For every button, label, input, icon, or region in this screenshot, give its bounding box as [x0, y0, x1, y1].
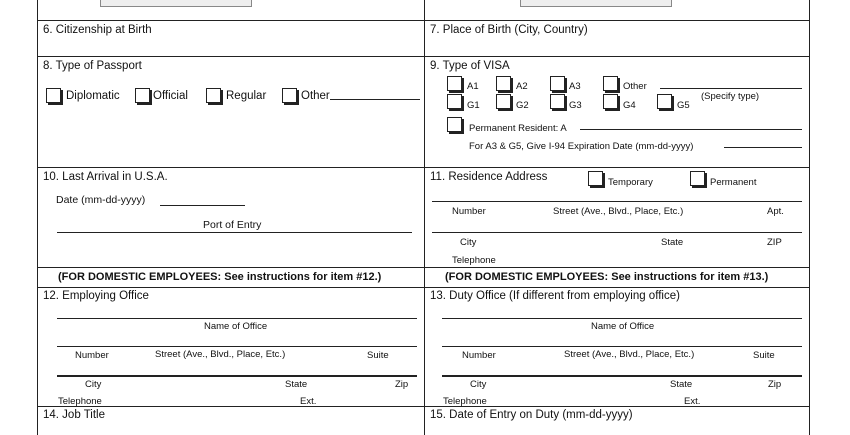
employing-office-label: 12. Employing Office [43, 290, 149, 302]
row-divider-headers [37, 287, 810, 288]
permanent-residence-checkbox[interactable] [690, 171, 705, 186]
left-border [37, 0, 38, 435]
employing-office-zip-label: Zip [395, 379, 409, 390]
row-divider-top [37, 20, 810, 21]
right-border [809, 0, 810, 435]
residence-zip-label: ZIP [767, 237, 782, 248]
visa-a1-checkbox[interactable] [447, 76, 462, 91]
residence-telephone-label: Telephone [452, 255, 496, 266]
diplomatic-checkbox[interactable] [46, 88, 61, 103]
duty-office-telephone-label: Telephone [443, 396, 487, 407]
row-divider-10 [37, 267, 810, 268]
arrival-date-field[interactable] [160, 205, 245, 206]
arrival-date-label: Date (mm-dd-yyyy) [56, 194, 146, 206]
visa-g1-checkbox[interactable] [447, 94, 462, 109]
row-divider-8 [37, 167, 810, 168]
visa-g2-checkbox[interactable] [496, 94, 511, 109]
top-left-field-fill [100, 0, 252, 7]
duty-office-label: 13. Duty Office (If different from employing office) [430, 290, 680, 302]
duty-office-number-label: Number [462, 350, 496, 361]
employing-office-telephone-label: Telephone [58, 396, 102, 407]
visa-g1-label: G1 [467, 100, 480, 111]
visa-g5-checkbox[interactable] [657, 94, 672, 109]
regular-checkbox[interactable] [206, 88, 221, 103]
regular-label: Regular [226, 90, 267, 102]
other-passport-label: Other [301, 90, 330, 102]
duty-office-street-label: Street (Ave., Blvd., Place, Etc.) [564, 349, 695, 360]
employing-office-ext-label: Ext. [300, 396, 317, 407]
official-label: Official [153, 90, 188, 102]
visa-g4-checkbox[interactable] [603, 94, 618, 109]
employing-office-city-label: City [85, 379, 102, 390]
residence-apt-label: Apt. [767, 206, 784, 217]
residence-state-label: State [661, 237, 684, 248]
residence-street-label: Street (Ave., Blvd., Place, Etc.) [553, 206, 684, 217]
employing-office-street-field[interactable] [57, 346, 417, 347]
domestic-employees-header-13: (FOR DOMESTIC EMPLOYEES: See instructions for item #13.) [445, 271, 769, 283]
top-right-field-fill [520, 0, 672, 7]
visa-a2-checkbox[interactable] [496, 76, 511, 91]
port-of-entry-field[interactable] [57, 232, 412, 233]
duty-office-name-label: Name of Office [591, 321, 655, 332]
employing-office-name-field[interactable] [57, 318, 417, 319]
visa-a2-label: A2 [516, 81, 528, 92]
duty-office-suite-label: Suite [753, 350, 775, 361]
employing-office-name-label: Name of Office [204, 321, 268, 332]
port-of-entry-label: Port of Entry [203, 219, 262, 231]
passport-type-label: 8. Type of Passport [43, 60, 142, 72]
visa-g4-label: G4 [623, 100, 636, 111]
visa-specify-note: (Specify type) [701, 91, 760, 102]
last-arrival-label: 10. Last Arrival in U.S.A. [43, 171, 168, 183]
residence-line-2[interactable] [432, 232, 802, 233]
job-title-label: 14. Job Title [43, 409, 106, 421]
visa-g5-label: G5 [677, 100, 690, 111]
residence-address-label: 11. Residence Address [430, 171, 548, 183]
visa-other-checkbox[interactable] [603, 76, 618, 91]
employing-office-suite-label: Suite [367, 350, 389, 361]
entry-on-duty-label: 15. Date of Entry on Duty (mm-dd-yyyy) [430, 409, 633, 421]
permanent-resident-checkbox[interactable] [447, 117, 462, 132]
visa-other-field[interactable] [660, 88, 802, 89]
duty-office-state-label: State [670, 379, 693, 390]
i94-expiration-note: For A3 & G5, Give I-94 Expiration Date (mm-dd-yyyy) [469, 141, 694, 152]
employing-office-street-label: Street (Ave., Blvd., Place, Etc.) [155, 349, 286, 360]
permanent-residence-label: Permanent [710, 177, 757, 188]
temporary-residence-label: Temporary [608, 177, 653, 188]
visa-g3-label: G3 [569, 100, 582, 111]
permanent-resident-label: Permanent Resident: A [469, 123, 567, 134]
visa-a3-checkbox[interactable] [550, 76, 565, 91]
residence-line-1[interactable] [432, 201, 802, 202]
duty-office-name-field[interactable] [442, 318, 802, 319]
residence-city-label: City [460, 237, 477, 248]
permanent-resident-field[interactable] [580, 129, 802, 130]
employing-office-state-label: State [285, 379, 308, 390]
other-passport-field[interactable] [330, 99, 420, 100]
employing-office-city-field[interactable] [57, 375, 417, 377]
visa-g3-checkbox[interactable] [550, 94, 565, 109]
center-divider [424, 0, 425, 435]
domestic-employees-header-12: (FOR DOMESTIC EMPLOYEES: See instructions for item #12.) [58, 271, 382, 283]
duty-office-city-field[interactable] [442, 375, 802, 377]
i94-expiration-field[interactable] [724, 147, 802, 148]
duty-office-city-label: City [470, 379, 487, 390]
duty-office-zip-label: Zip [768, 379, 782, 390]
visa-a3-label: A3 [569, 81, 581, 92]
other-passport-checkbox[interactable] [282, 88, 297, 103]
official-checkbox[interactable] [135, 88, 150, 103]
citizenship-label: 6. Citizenship at Birth [43, 24, 152, 36]
duty-office-street-field[interactable] [442, 346, 802, 347]
visa-a1-label: A1 [467, 81, 479, 92]
diplomatic-label: Diplomatic [66, 90, 120, 102]
visa-other-label: Other [623, 81, 647, 92]
employing-office-number-label: Number [75, 350, 109, 361]
place-of-birth-label: 7. Place of Birth (City, Country) [430, 24, 588, 36]
temporary-residence-checkbox[interactable] [588, 171, 603, 186]
row-divider-6 [37, 56, 810, 57]
duty-office-ext-label: Ext. [684, 396, 701, 407]
visa-type-label: 9. Type of VISA [430, 60, 510, 72]
residence-number-label: Number [452, 206, 486, 217]
visa-g2-label: G2 [516, 100, 529, 111]
